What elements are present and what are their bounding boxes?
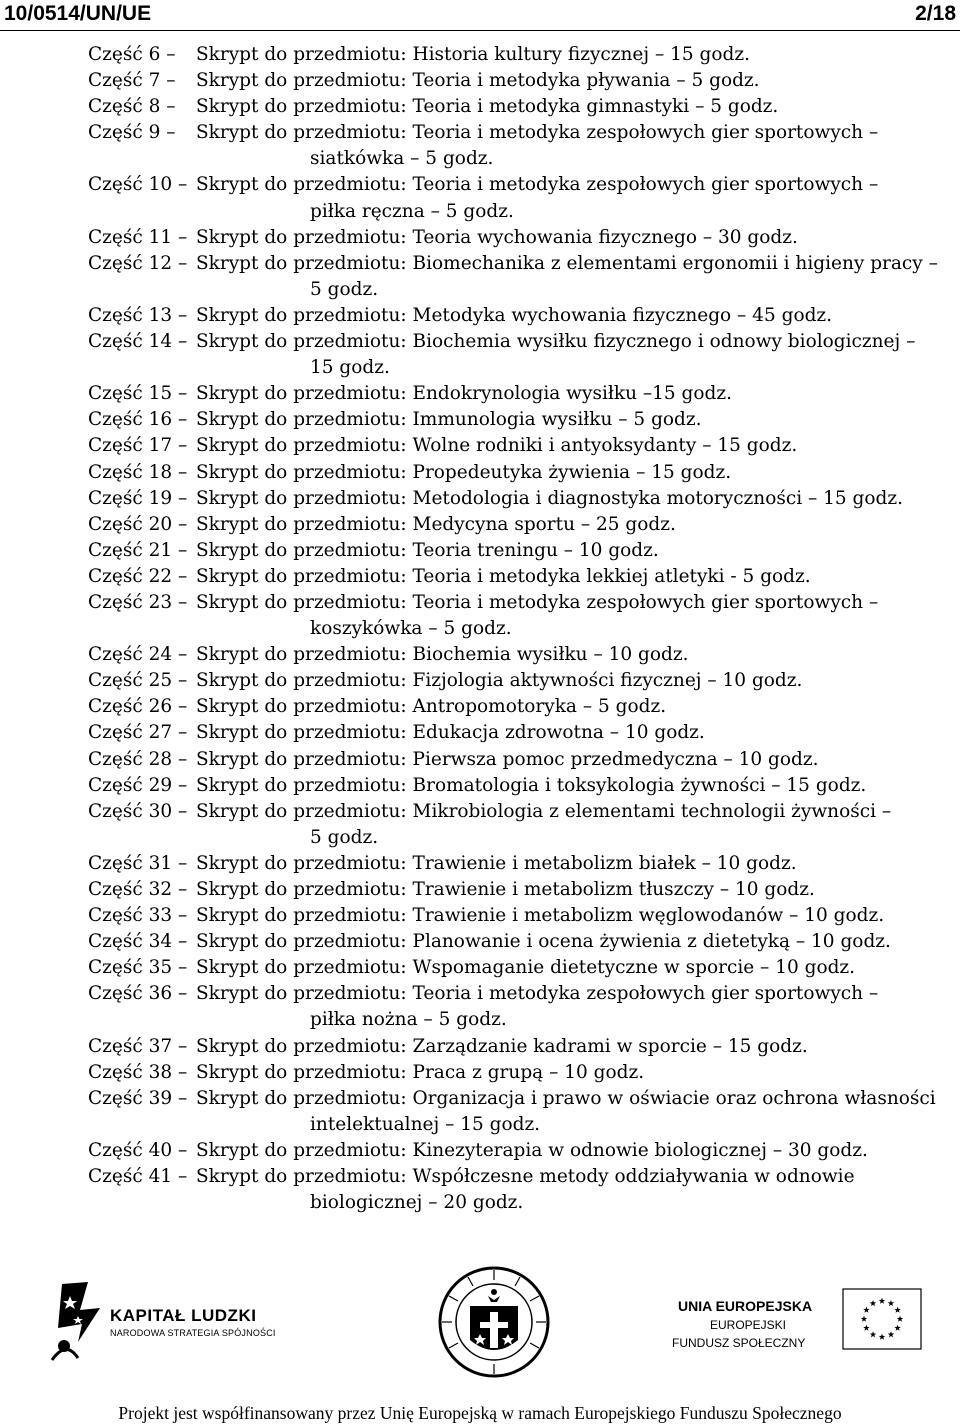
part-text [196, 1086, 950, 1112]
part-prefix: Skrypt do przedmiotu: [196, 565, 407, 587]
eu-title: UNIA EUROPEJSKA [678, 1298, 813, 1314]
part-prefix: Skrypt do przedmiotu: [196, 931, 407, 953]
part-item [88, 329, 956, 381]
part-number: Część 16 – [88, 409, 188, 431]
kapital-ludzki-emblem-icon [48, 1280, 106, 1366]
part-title: Biochemia wysiłku fizycznego i odnowy biologicznej – [412, 331, 916, 353]
footer-text: Projekt jest współfinansowany przez Unię Europejską w ramach Europejskiego Funduszu Społecznego [118, 1403, 842, 1423]
part-prefix: Skrypt do przedmiotu: [196, 670, 407, 692]
part-item [88, 851, 956, 877]
footer-logos [0, 1260, 960, 1380]
part-title: Teoria i metodyka pływania – 5 godz. [412, 70, 760, 92]
part-number: Część 37 – [88, 1035, 188, 1057]
page-header [0, 0, 960, 34]
part-text [196, 642, 950, 668]
part-number: Część 25 – [88, 670, 188, 692]
part-text [196, 590, 950, 616]
part-item [88, 538, 956, 564]
part-prefix: Skrypt do przedmiotu: [196, 174, 407, 196]
parts-list [88, 42, 956, 1216]
part-prefix: Skrypt do przedmiotu: [196, 983, 407, 1005]
part-item [88, 407, 956, 433]
part-text [196, 172, 950, 198]
part-number: Część 31 – [88, 852, 188, 874]
part-title: Teoria i metodyka zespołowych gier sportowych – [412, 983, 879, 1005]
part-prefix: Skrypt do przedmiotu: [196, 435, 407, 457]
part-continuation: biologicznej – 20 godz. [310, 1192, 524, 1214]
eu-star-icon [870, 1300, 876, 1306]
part-title: Fizjologia aktywności fizycznej – 10 godz. [412, 670, 803, 692]
eu-star-icon [863, 1325, 869, 1331]
part-continuation: 15 godz. [310, 357, 390, 379]
part-prefix: Skrypt do przedmiotu: [196, 1035, 407, 1057]
part-title: Bromatologia i toksykologia żywności – 15 godz. [412, 774, 867, 796]
part-title: Metodologia i diagnostyka motoryczności – 15 godz. [412, 487, 904, 509]
part-text [196, 538, 950, 564]
part-prefix: Skrypt do przedmiotu: [196, 905, 407, 927]
part-item [88, 1060, 956, 1086]
part-number: Część 20 – [88, 513, 188, 535]
part-text [196, 955, 950, 981]
part-prefix: Skrypt do przedmiotu: [196, 774, 407, 796]
part-text [196, 120, 950, 146]
part-title: Zarządzanie kadrami w sporcie – 15 godz. [412, 1035, 808, 1057]
part-number: Część 34 – [88, 931, 188, 953]
part-title: Historia kultury fizycznej – 15 godz. [412, 44, 750, 65]
eu-star-icon [870, 1331, 876, 1337]
part-title: Planowanie i ocena żywienia z dietetyką – 10 godz. [412, 931, 891, 953]
part-prefix: Skrypt do przedmiotu: [196, 304, 407, 326]
part-prefix: Skrypt do przedmiotu: [196, 800, 407, 822]
part-number: Część 13 – [88, 304, 188, 326]
part-prefix: Skrypt do przedmiotu: [196, 1061, 407, 1083]
part-title: Biomechanika z elementami ergonomii i higieny pracy – [412, 252, 938, 274]
part-prefix: Skrypt do przedmiotu: [196, 96, 407, 118]
part-title: Wolne rodniki i antyoksydanty – 15 godz. [412, 435, 798, 457]
part-prefix: Skrypt do przedmiotu: [196, 957, 407, 979]
part-prefix: Skrypt do przedmiotu: [196, 644, 407, 666]
part-text [196, 929, 950, 955]
part-title: Pierwsza pomoc przedmedyczna – 10 godz. [412, 748, 819, 770]
part-title: Edukacja zdrowotna – 10 godz. [412, 722, 705, 744]
part-title: Teoria i metodyka gimnastyki – 5 godz. [412, 96, 779, 118]
part-text [196, 773, 950, 799]
part-number: Część 17 – [88, 435, 188, 457]
part-title: Teoria i metodyka zespołowych gier sportowych – [412, 591, 879, 613]
part-text [196, 981, 950, 1007]
part-prefix: Skrypt do przedmiotu: [196, 409, 407, 431]
part-prefix: Skrypt do przedmiotu: [196, 852, 407, 874]
part-number: Część 26 – [88, 696, 188, 718]
part-prefix: Skrypt do przedmiotu: [196, 252, 407, 274]
part-number: Część 19 – [88, 487, 188, 509]
part-text [196, 877, 950, 903]
part-number: Część 21 – [88, 539, 188, 561]
part-continuation: siatkówka – 5 godz. [310, 148, 494, 170]
part-number: Część 41 – [88, 1166, 188, 1188]
part-prefix: Skrypt do przedmiotu: [196, 70, 407, 92]
part-number: Część 40 – [88, 1139, 188, 1161]
part-text [196, 303, 950, 329]
part-continuation: koszykówka – 5 godz. [310, 618, 512, 640]
part-item [88, 1138, 956, 1164]
part-title: Mikrobiologia z elementami technologii żywności – [412, 800, 892, 822]
eu-social-fund-logo [672, 1278, 922, 1368]
part-item [88, 564, 956, 590]
part-number: Część 27 – [88, 722, 188, 744]
part-title: Wspomaganie dietetyczne w sporcie – 10 godz. [412, 957, 856, 979]
part-prefix: Skrypt do przedmiotu: [196, 1087, 407, 1109]
part-text [196, 94, 950, 120]
part-continuation: piłka ręczna – 5 godz. [310, 200, 514, 222]
part-title: Teoria i metodyka lekkiej atletyki - 5 godz. [412, 565, 811, 587]
part-title: Propedeutyka żywienia – 15 godz. [412, 461, 732, 483]
part-continuation: 5 godz. [310, 826, 379, 848]
part-item [88, 94, 956, 120]
part-text [196, 799, 950, 825]
part-title: Kinezyterapia w odnowie biologicznej – 30 godz. [412, 1139, 868, 1161]
part-number: Część 35 – [88, 957, 188, 979]
part-item [88, 486, 956, 512]
page-number: 2/18 [915, 2, 956, 25]
kapital-ludzki-subtitle: NARODOWA STRATEGIA SPÓJNOŚCI [110, 1328, 276, 1338]
part-text [196, 407, 950, 433]
document-number: 10/0514/UN/UE [4, 2, 152, 25]
part-text [196, 329, 950, 355]
part-item [88, 120, 956, 172]
part-item [88, 172, 956, 224]
part-item [88, 799, 956, 851]
part-number: Część 12 – [88, 252, 188, 274]
part-continuation: piłka nożna – 5 godz. [310, 1009, 507, 1031]
eu-star-icon [879, 1334, 885, 1340]
part-title: Endokrynologia wysiłku –15 godz. [412, 383, 733, 405]
eu-star-icon [863, 1307, 869, 1313]
part-text [196, 851, 950, 877]
part-item [88, 694, 956, 720]
part-title: Teoria treningu – 10 godz. [412, 539, 659, 561]
part-text [196, 747, 950, 773]
part-title: Organizacja i prawo w oświacie oraz ochrona własności [412, 1087, 936, 1109]
part-item [88, 433, 956, 459]
part-item [88, 1164, 956, 1216]
part-number: Część 8 – [88, 96, 176, 118]
part-text [196, 225, 950, 251]
part-text [196, 68, 950, 94]
part-title: Immunologia wysiłku – 5 godz. [412, 409, 702, 431]
part-item [88, 42, 956, 68]
part-prefix: Skrypt do przedmiotu: [196, 331, 407, 353]
part-item [88, 642, 956, 668]
header-divider [0, 30, 960, 31]
part-prefix: Skrypt do przedmiotu: [196, 722, 407, 744]
part-prefix: Skrypt do przedmiotu: [196, 748, 407, 770]
eu-subtitle-2: FUNDUSZ SPOŁECZNY [672, 1336, 806, 1350]
part-number: Część 30 – [88, 800, 188, 822]
part-prefix: Skrypt do przedmiotu: [196, 539, 407, 561]
part-text [196, 564, 950, 590]
part-title: Teoria wychowania fizycznego – 30 godz. [412, 226, 798, 248]
part-prefix: Skrypt do przedmiotu: [196, 383, 407, 405]
part-number: Część 23 – [88, 591, 188, 613]
part-number: Część 22 – [88, 565, 188, 587]
part-prefix: Skrypt do przedmiotu: [196, 696, 407, 718]
part-number: Część 39 – [88, 1087, 188, 1109]
kapital-ludzki-logo [48, 1280, 288, 1370]
part-title: Praca z grupą – 10 godz. [412, 1061, 645, 1083]
part-number: Część 36 – [88, 983, 188, 1005]
part-prefix: Skrypt do przedmiotu: [196, 591, 407, 613]
part-text [196, 720, 950, 746]
part-prefix: Skrypt do przedmiotu: [196, 1139, 407, 1161]
part-prefix: Skrypt do przedmiotu: [196, 879, 407, 900]
part-item [88, 303, 956, 329]
part-text [196, 42, 950, 68]
part-item [88, 955, 956, 981]
part-number: Część 24 – [88, 644, 188, 666]
part-text [196, 694, 950, 720]
part-text [196, 512, 950, 538]
part-number: Część 28 – [88, 748, 188, 770]
part-title: Teoria i metodyka zespołowych gier sportowych – [412, 122, 879, 144]
academy-seal-logo [436, 1264, 552, 1380]
part-text [196, 486, 950, 512]
part-title: Medycyna sportu – 25 godz. [412, 513, 676, 535]
part-number: Część 18 – [88, 461, 188, 483]
part-item [88, 668, 956, 694]
part-title: Antropomotoryka – 5 godz. [412, 696, 667, 718]
part-number: Część 9 – [88, 122, 176, 144]
part-title: Współczesne metody oddziaływania w odnowie [412, 1166, 855, 1188]
part-text [196, 1060, 950, 1086]
part-title: Trawienie i metabolizm węglowodanów – 10 godz. [412, 905, 885, 927]
academy-seal-icon [436, 1264, 552, 1380]
part-continuation: 5 godz. [310, 278, 379, 300]
part-item [88, 1034, 956, 1060]
part-number: Część 29 – [88, 774, 188, 796]
part-item [88, 877, 956, 903]
eu-star-icon [888, 1331, 894, 1337]
part-text [196, 381, 950, 407]
part-number: Część 32 – [88, 879, 188, 900]
eu-star-icon [894, 1307, 900, 1313]
eu-subtitle-1: EUROPEJSKI [710, 1318, 787, 1332]
part-number: Część 15 – [88, 383, 188, 405]
eu-star-icon [888, 1300, 894, 1306]
part-text [196, 1138, 950, 1164]
eu-star-icon [861, 1316, 867, 1322]
part-prefix: Skrypt do przedmiotu: [196, 44, 407, 65]
part-item [88, 225, 956, 251]
part-item [88, 981, 956, 1033]
part-number: Część 11 – [88, 226, 188, 248]
part-item [88, 720, 956, 746]
part-item [88, 251, 956, 303]
part-title: Metodyka wychowania fizycznego – 45 godz. [412, 304, 833, 326]
part-text [196, 1034, 950, 1060]
part-text [196, 668, 950, 694]
part-number: Część 38 – [88, 1061, 188, 1083]
part-item [88, 460, 956, 486]
part-item [88, 381, 956, 407]
part-item [88, 929, 956, 955]
part-prefix: Skrypt do przedmiotu: [196, 513, 407, 535]
part-item [88, 903, 956, 929]
eu-flag-icon [842, 1288, 922, 1350]
part-title: Teoria i metodyka zespołowych gier sportowych – [412, 174, 879, 196]
part-text [196, 1164, 950, 1190]
part-number: Część 6 – [88, 44, 176, 65]
eu-star-icon [897, 1316, 903, 1322]
kapital-ludzki-title: KAPITAŁ LUDZKI [110, 1306, 257, 1325]
part-title: Trawienie i metabolizm białek – 10 godz. [412, 852, 797, 874]
part-prefix: Skrypt do przedmiotu: [196, 461, 407, 483]
part-number: Część 10 – [88, 174, 188, 196]
part-item [88, 590, 956, 642]
part-continuation: intelektualnej – 15 godz. [310, 1113, 541, 1135]
part-number: Część 14 – [88, 331, 188, 353]
part-text [196, 460, 950, 486]
part-number: Część 33 – [88, 905, 188, 927]
eu-star-icon [879, 1298, 885, 1304]
part-prefix: Skrypt do przedmiotu: [196, 487, 407, 509]
eu-star-icon [894, 1325, 900, 1331]
part-item [88, 1086, 956, 1138]
part-item [88, 68, 956, 94]
part-item [88, 512, 956, 538]
part-title: Biochemia wysiłku – 10 godz. [412, 644, 689, 666]
part-text [196, 903, 950, 929]
part-prefix: Skrypt do przedmiotu: [196, 122, 407, 144]
part-item [88, 747, 956, 773]
part-prefix: Skrypt do przedmiotu: [196, 226, 407, 248]
part-number: Część 7 – [88, 70, 176, 92]
part-prefix: Skrypt do przedmiotu: [196, 1166, 407, 1188]
part-title: Trawienie i metabolizm tłuszczy – 10 godz. [412, 879, 815, 900]
part-item [88, 773, 956, 799]
part-text [196, 433, 950, 459]
part-text [196, 251, 950, 277]
